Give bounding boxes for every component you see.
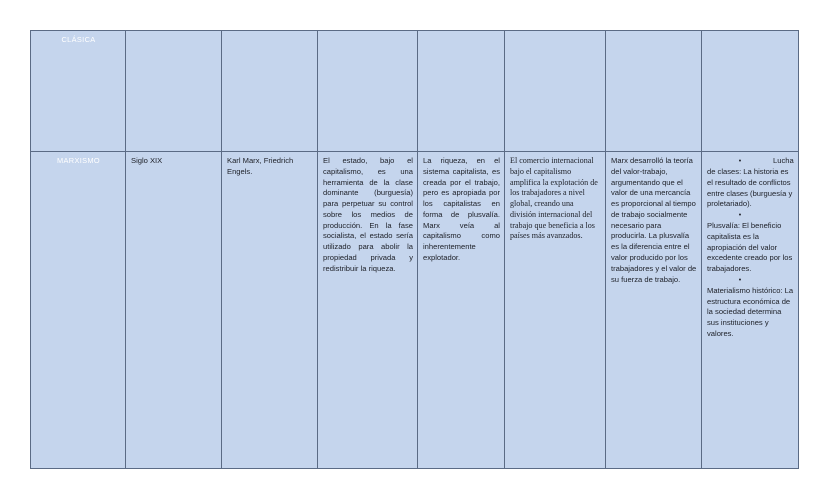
- cell-clasica-school: [31, 31, 126, 152]
- cell-clasica-riqueza: [418, 31, 505, 152]
- school-name-label: CLÁSICA: [61, 35, 96, 44]
- cell-marxismo-comercio: [505, 152, 606, 469]
- table-row-marxismo: [31, 152, 799, 469]
- cell-marxismo-school: [31, 152, 126, 469]
- bullet-icon: •: [738, 212, 742, 220]
- cell-marxismo-periodo: [126, 152, 222, 469]
- cell-text: Siglo XIX: [131, 156, 163, 165]
- cell-clasica-autores: [222, 31, 318, 152]
- cell-clasica-aportes: [702, 31, 799, 152]
- list-item-text: Materialismo histórico: La estructura económica de la sociedad determina sus instituciones y valores.: [707, 285, 794, 338]
- list-item: [707, 156, 794, 210]
- cell-text: La riqueza, en el sistema capitalista, es creada por el trabajo, pero es apropiada por los capitalistas en forma de plusvalía. Marx veía al capitalismo como inherentemente explotador.: [423, 156, 500, 263]
- cell-text: Marx desarrolló la teoría del valor-trabajo, argumentando que el valor de una mercancía es proporcional al tiempo de trabajo socialmente necesario para producirla. La plusvalía es la diferencia entre el valor producido por los trabajadores y el valor de su fuerza de trabajo.: [611, 156, 697, 284]
- table-row-clasica: [31, 31, 799, 152]
- school-name-label: MARXISMO: [56, 156, 101, 165]
- cell-clasica-valor: [606, 31, 702, 152]
- cell-marxismo-riqueza: [418, 152, 505, 469]
- list-item-text: Lucha de clases: La historia es el resultado de conflictos entre clases (burguesía y proletariado).: [707, 156, 794, 209]
- cell-marxismo-valor: [606, 152, 702, 469]
- cell-text: El comercio internacional bajo el capitalismo amplifica la explotación de los trabajadores a nivel global, creando una división internacional del trabajo que beneficia a los países más avanzados.: [510, 156, 598, 241]
- aportes-bullet-list: [707, 156, 794, 340]
- list-item: [707, 210, 794, 275]
- bullet-icon: •: [738, 276, 742, 284]
- cell-text: Karl Marx, Friedrich Engels.: [227, 156, 294, 176]
- list-item: [707, 275, 794, 340]
- cell-text: El estado, bajo el capitalismo, es una herramienta de la clase dominante (burguesía) para perpetuar su control sobre los medios de producción. En la fase socialista, el estado sería utilizado para abolir la propiedad privada y redistribuir la riqueza.: [323, 156, 413, 273]
- cell-clasica-estado: [318, 31, 418, 152]
- cell-clasica-comercio: [505, 31, 606, 152]
- bullet-icon: •: [738, 158, 742, 165]
- cell-marxismo-estado: [318, 152, 418, 469]
- cell-marxismo-autores: [222, 152, 318, 469]
- cell-marxismo-aportes: [702, 152, 799, 469]
- cell-clasica-periodo: [126, 31, 222, 152]
- list-item-text: Plusvalía: El beneficio capitalista es la apropiación del valor excedente creado por los trabajadores.: [707, 221, 793, 274]
- comparison-table: [30, 30, 799, 469]
